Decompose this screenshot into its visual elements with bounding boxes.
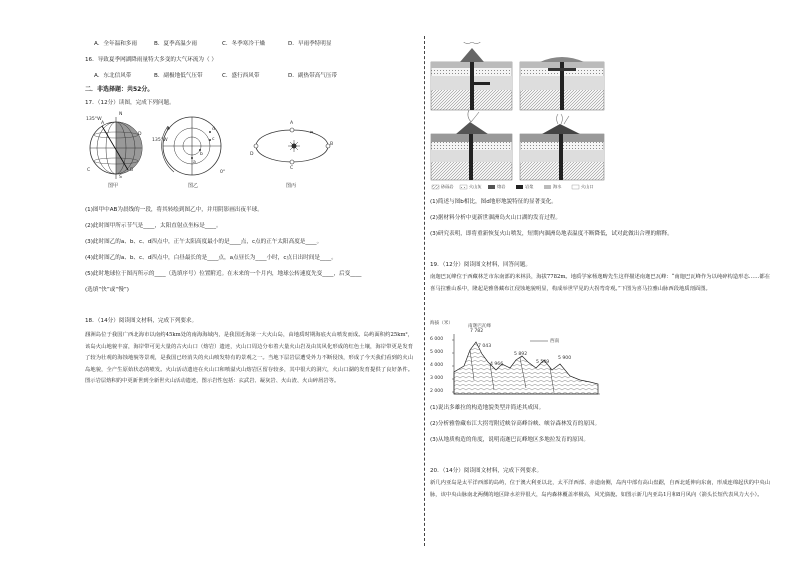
q16-stem: 16．导致夏季网湖降雨量特大多变的大气环流为（ ） [85, 57, 217, 63]
panel-a [431, 42, 512, 110]
q17-item-3: (3)此时图乙的a、b、c、d四点中，正午太阳高度最小的是____点，c点的正午太阳高度是____。 [85, 239, 323, 245]
jia-label-s: S [119, 175, 122, 180]
q19-item-2: (2)分析雅鲁藏布江大拐弯附近峡谷高峰谷峡、峡谷森林发育的原因。 [430, 421, 601, 427]
yi-label-d: d [212, 127, 215, 132]
figure-yi [148, 112, 230, 190]
section-2-title: 二．非选择题：共52分。 [85, 86, 154, 93]
figure-jia [84, 112, 144, 190]
q18-item-3: (3)研究表明，即将重新恢复火山喷发，短期内涠洲岛地表温度不断降低，试对此做出合理的解释。 [430, 231, 673, 237]
column-divider [424, 36, 425, 546]
polar-diagram [148, 112, 230, 182]
chart-ytick-3: 4 000 [430, 363, 444, 368]
legend-item-1: 砂砾岩 [441, 184, 454, 189]
volcano-stage-diagrams [430, 42, 608, 194]
chart-ytick-1: 6 000 [430, 337, 444, 342]
q16-option-d: D．副热带高气压带 [288, 73, 338, 79]
q17-item-1: (1)图甲中AB为晨线的一段，将其转绘到图乙中，并用阴影画出夜半球。 [85, 207, 263, 213]
profile-svg [430, 320, 620, 402]
jia-caption: 图甲 [108, 183, 119, 189]
legend-item-2: 火山灰 [469, 184, 482, 189]
jia-label-b: B [130, 168, 134, 173]
chart-mark-4: 5 549 [536, 360, 550, 365]
q15-option-b: B．夏季高温少雨 [154, 41, 197, 47]
panel-b [520, 57, 604, 110]
q17-item-5: (5)此时地球位于图丙所示的____（选填序号）位置附近。在未来的一个月内，地球公转速度先变____，后变____ [85, 271, 362, 277]
yi-angle-label: 135°W [152, 138, 168, 143]
q17-item-5-tail: (选填“快”或“慢”) [85, 287, 129, 293]
legend-item-5: 海水 [553, 184, 562, 189]
q17-item-2: (2)此时图甲所示节气是____，太阳直射点坐标是____。 [85, 223, 222, 229]
q16-option-b: B．副极地低气压带 [154, 73, 203, 79]
q18-item-1: (1)简述与图b相比，图d地形地貌特征的显著变化。 [430, 199, 557, 205]
legend-item-3: 熔岩 [497, 184, 506, 189]
q17-item-4: (4)此时图乙的a、b、c、d四点中，白昼最长的是____点，a点昼长为____小时，c点日出时间是____。 [85, 255, 337, 261]
q15-option-a: A．全年温和多雨 [94, 41, 137, 47]
q15-option-c: C．冬季寒冷干燥 [222, 41, 266, 47]
jia-label-d: D [138, 132, 142, 137]
chart-mark-2: 5 892 [514, 352, 528, 357]
bing-label-c: C [290, 166, 294, 171]
q19-stem: 19．（12分）阅读图文材料，回答问题。 [430, 262, 531, 268]
q18-item-2: (2)据材料分析中更新世涠洲岛火山口湖的发育过程。 [430, 215, 561, 221]
yi-label-b: b [200, 152, 203, 157]
chart-peak-name: 南迦巴瓦峰 [468, 324, 491, 329]
yi-label-c: c [212, 137, 215, 142]
chart-mark-1: 7 043 [478, 344, 492, 349]
chart-west-label: 西南 [550, 339, 560, 344]
q17-stem: 17．（12分）读图，完成下列问题。 [85, 100, 175, 106]
profile-chart [430, 320, 620, 402]
q19-material: 南迦巴瓦峰位于西藏林芝市东南部的米林县，海拔7782m。地质学家杨逸畴先生这样描述南迦巴瓦峰：“南迦巴瓦峰作为以纯碎构造形态……都在喜马拉雅山系中，隆起是雅鲁藏布江侵蚀地貌明显，构成举世罕见的大拐弯奇观。”下图为喜马拉雅山脉西段地质剖面图。 [430, 274, 770, 292]
globe-diagram [84, 112, 144, 182]
chart-mark-3: 4 966 [490, 362, 504, 367]
panel-d [520, 114, 604, 180]
q15-option-d: D．早雨季特明显 [288, 41, 332, 47]
volcano-stage-figure [430, 42, 608, 194]
q19-item-3: (3)从地质构造的角度，说明南迦巴瓦峰地区多地拉发育的原因。 [430, 437, 589, 443]
jia-label-n: N [119, 112, 123, 117]
chart-mark-5: 5 900 [558, 356, 572, 361]
jia-angle-label: 135°W [86, 117, 102, 122]
legend-item-6: 火山口 [581, 184, 594, 189]
legend-item-4: 岩浆 [525, 184, 534, 189]
chart-ytick-2: 5 000 [430, 350, 444, 355]
chart-ylabel: 海拔（米） [430, 321, 453, 326]
q20-material: 新几内亚岛是太平洋西部的岛屿，位于澳大利亚以北，太平洋西部、赤道南侧，岛内中部有高山盘踞，自西北延伸向东南，形成连绵起伏的中央山脉，该中央山脉南北两侧的地区降水差异很大，岛内森林覆盖率极高，风光旖旎。如图示新几内亚岛1月和8月风向（箭头长短代表风力大小）。 [430, 480, 770, 498]
figure-bing [250, 118, 334, 190]
q19-item-1: (1)说出多雄拉的构造地貌类型并简述其成因。 [430, 405, 545, 411]
q16-option-a: A．东北信风带 [94, 73, 132, 79]
yi-zero-label: 0° [220, 170, 226, 175]
bing-label-b: B [330, 142, 334, 147]
jia-label-c: C [87, 168, 91, 173]
jia-label-a: A [101, 121, 105, 126]
bing-caption: 图丙 [286, 183, 297, 189]
bing-label-d: D [250, 152, 254, 157]
chart-ytick-5: 2 000 [430, 389, 444, 394]
bing-label-a: A [290, 121, 294, 126]
q20-stem: 20．（14分）阅读图文材料，完成下列要求。 [430, 468, 543, 474]
chart-ytick-4: 3 000 [430, 376, 444, 381]
chart-peak-height: 7 782 [470, 329, 484, 334]
q18-material: 涠洲岛位于我国广西北海市以南约45km处的南海海域内，是我国近海第一大火山岛，由地质时期海底火山喷发而成。岛屿面积约25km²，该岛火山地貌丰富，海岸带可见大量的古火山口（熔岩）遗迹，火山口周边分布着大量火山岩及由其风化形成的红色土壤，海岸带更是发育了较为壮观的海蚀地貌等景观，是我国已经消失的火山喷发特有的景观之一。当地下层岩层遭受外力不断侵蚀，形成了今天我们看到的火山岛地貌，全产生原始状态的喷发。火山活动遗迹在火山口和喷溢火山熔岩区留存较多，其中很大的洞穴，火山口湖的发育提供了良好条件。图示岩层熔积的中更新世到全新世火山活动遗迹，图示岩性包括：玄武岩、凝灰岩、火山渣、火山碎屑岩等。 [85, 332, 413, 385]
q16-option-c: C．盛行西风带 [222, 73, 260, 79]
yi-caption: 图乙 [188, 183, 199, 189]
yi-label-a: a [193, 160, 196, 165]
q18-stem: 18．（14分）阅读图文材料，完成下列要求。 [85, 318, 198, 324]
panel-c [431, 110, 512, 180]
